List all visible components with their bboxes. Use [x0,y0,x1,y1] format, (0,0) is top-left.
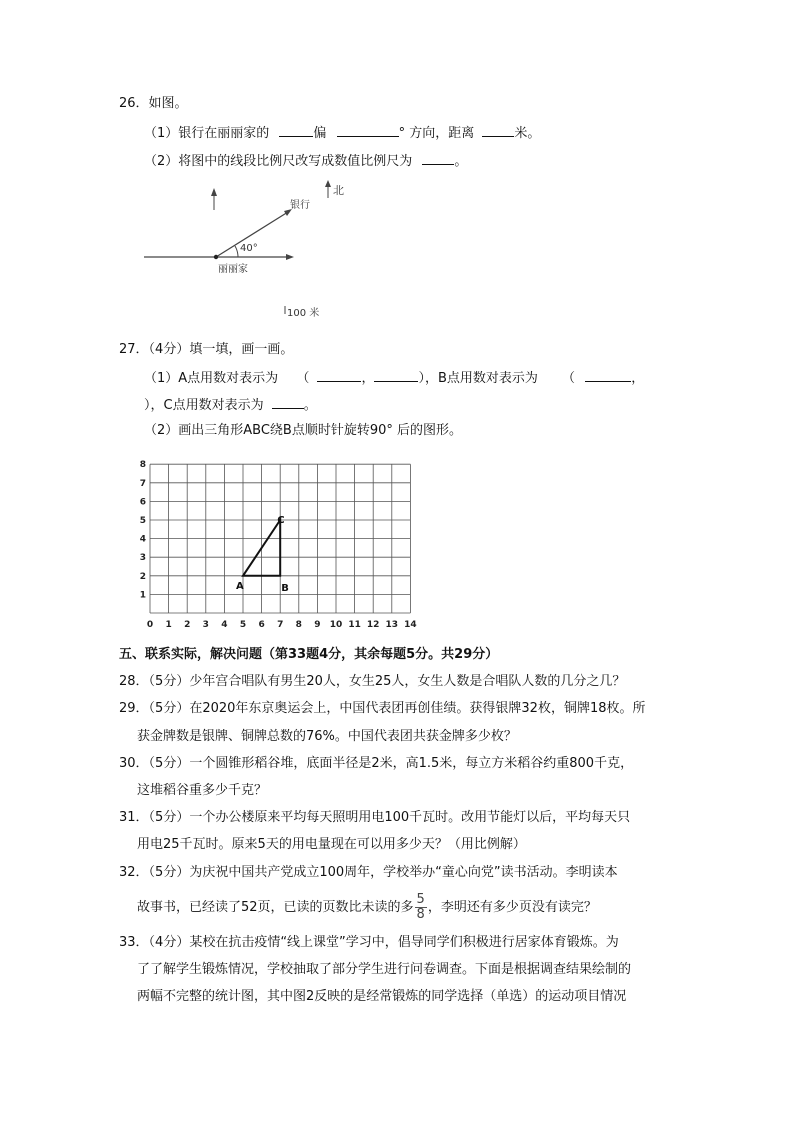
q31-line1: 31．（5分）一个办公楼原来平均每天照明用电100千瓦时。改用节能灯以后，平均每天只 [119,810,631,825]
north-arrow-left-head [211,188,217,196]
q33-line3: 两幅不完整的统计图，其中图2反映的是经常锻炼的同学选择（单选）的运动项目情况 [137,989,627,1004]
q27-title: 27．（4分）填一填，画一画。 [119,342,294,357]
q33-line1: 33．（4分）某校在抗击疫情“线上课堂”学习中，倡导同学们积极进行居家体育锻炼。为 [119,935,619,950]
q27-part2: （2）画出三角形ABC绕B点顺时针旋转90° 后的图形。 [144,423,463,438]
q26-blank-direction[interactable] [279,123,313,137]
q32-fraction [415,893,427,922]
q32-fraction-numerator: 5 [416,892,425,907]
q26-part1 [144,123,540,143]
q26-part2-text-a: （2）将图中的线段比例尺改写成数值比例尺为 [144,154,413,169]
q26-part2 [144,151,467,171]
q26-blank-angle[interactable] [337,123,399,137]
q26-part1-text-c: ° 方向，距离 [398,126,475,141]
q32-line2-text-a: 故事书，已经读了52页，已读的页数比未读的多 [137,900,414,915]
x-tick-label: 10 [329,620,343,630]
q32-fraction-denominator: 8 [416,907,425,922]
q26-part1-text-d: 米。 [514,126,541,141]
q27-part1-text-a: （1）A点用数对表示为 [144,371,279,386]
x-tick-label: 6 [258,620,265,630]
q27-blank-c[interactable] [272,395,304,409]
q27-part1-cont [144,395,317,415]
y-tick-label: 1 [139,590,146,601]
x-tick-label: 5 [239,620,247,630]
x-tick-label: 0 [146,620,154,630]
x-tick-label: 7 [277,620,284,630]
q27-part1-comma-a: ， [361,371,375,386]
q27-part1-comma-b: ， [631,371,645,386]
q27-blank-ax[interactable] [317,368,361,382]
y-tick-label: 4 [139,534,146,545]
coordinate-grid [138,450,428,640]
q27-part1-text-d: 。 [303,398,317,413]
y-tick-label: 5 [139,516,146,526]
q26-part1-text-b: 偏 [313,126,327,141]
x-tick-label: 14 [404,620,417,630]
q28-text: 28．（5分）少年宫合唱队有男生20人，女生25人，女生人数是合唱队人数的几分之几？ [119,674,626,689]
x-tick-label: 11 [348,620,361,630]
home-label: 丽丽家 [218,264,248,275]
q27-blank-ay[interactable] [374,368,418,382]
angle-label: 40° [240,243,258,254]
q29-line2: 获金牌数是银牌、铜牌总数的76%。中国代表团共获金牌多少枚？ [137,729,517,744]
section5-heading: 五、联系实际，解决问题（第33题4分，其余每题5分。共29分） [119,647,499,662]
y-tick-label: 6 [139,497,146,508]
point-label-b: B [281,582,289,594]
q29-line1: 29．（5分）在2020年东京奥运会上，中国代表团再创佳绩。获得银牌32枚，铜牌18枚。所 [119,701,646,716]
north-label: 北 [333,184,344,197]
q30-line2: 这堆稻谷重多少千克？ [137,783,268,798]
north-arrow-right-head [325,180,331,187]
x-tick-label: 13 [385,620,399,630]
q26-figure [140,178,360,328]
x-tick-label: 1 [165,620,172,630]
q31-line2: 用电25千瓦时。原来5天的用电量现在可以用多少天？（用比例解） [137,837,526,852]
bank-label: 银行 [290,200,310,211]
q32-line2 [137,890,597,926]
x-tick-label: 9 [314,620,321,630]
y-tick-label: 3 [139,553,146,564]
q26-blank-scale[interactable] [422,151,454,165]
y-tick-label: 7 [139,478,146,489]
q27-part1-text-c: ），C点用数对表示为 [144,398,264,413]
scale-label: 100 米 [287,308,320,319]
x-tick-label: 12 [366,620,380,630]
x-tick-label: 2 [184,620,191,630]
q26-blank-distance[interactable] [482,123,514,137]
q27-part1 [144,368,644,388]
q27-part1-paren-a: （ [296,371,310,386]
q30-line1: 30．（5分）一个圆锥形稻谷堆，底面半径是2米，高1.5米，每立方米稻谷约重800千克， [119,756,634,771]
x-tick-label: 8 [295,620,302,630]
q32-line1: 32．（5分）为庆祝中国共产党成立100周年，学校举办“童心向党”读书活动。李明读本 [119,865,618,880]
q26-title: 26．如图。 [119,96,188,111]
q27-part1-paren-b: （ [562,371,576,386]
q26-part1-text-a: （1）银行在丽丽家的 [144,126,270,141]
q33-line2: 了了解学生锻炼情况，学校抽取了部分学生进行问卷调查。下面是根据调查结果绘制的 [137,962,632,977]
point-label-c: C [277,515,285,526]
east-arrow-head [286,254,294,260]
q27-blank-bx[interactable] [585,368,631,382]
q26-part2-text-b: 。 [454,154,468,169]
point-label-a: A [236,580,244,592]
x-tick-label: 3 [202,620,209,630]
y-tick-label: 8 [139,460,146,471]
q32-line2-text-b: ，李明还有多少页没有读完？ [427,900,597,915]
angle-arc [235,246,238,257]
q27-part1-text-b: ），B点用数对表示为 [418,371,538,386]
x-tick-label: 4 [221,620,228,630]
y-tick-label: 2 [139,571,146,582]
home-point [214,255,218,259]
